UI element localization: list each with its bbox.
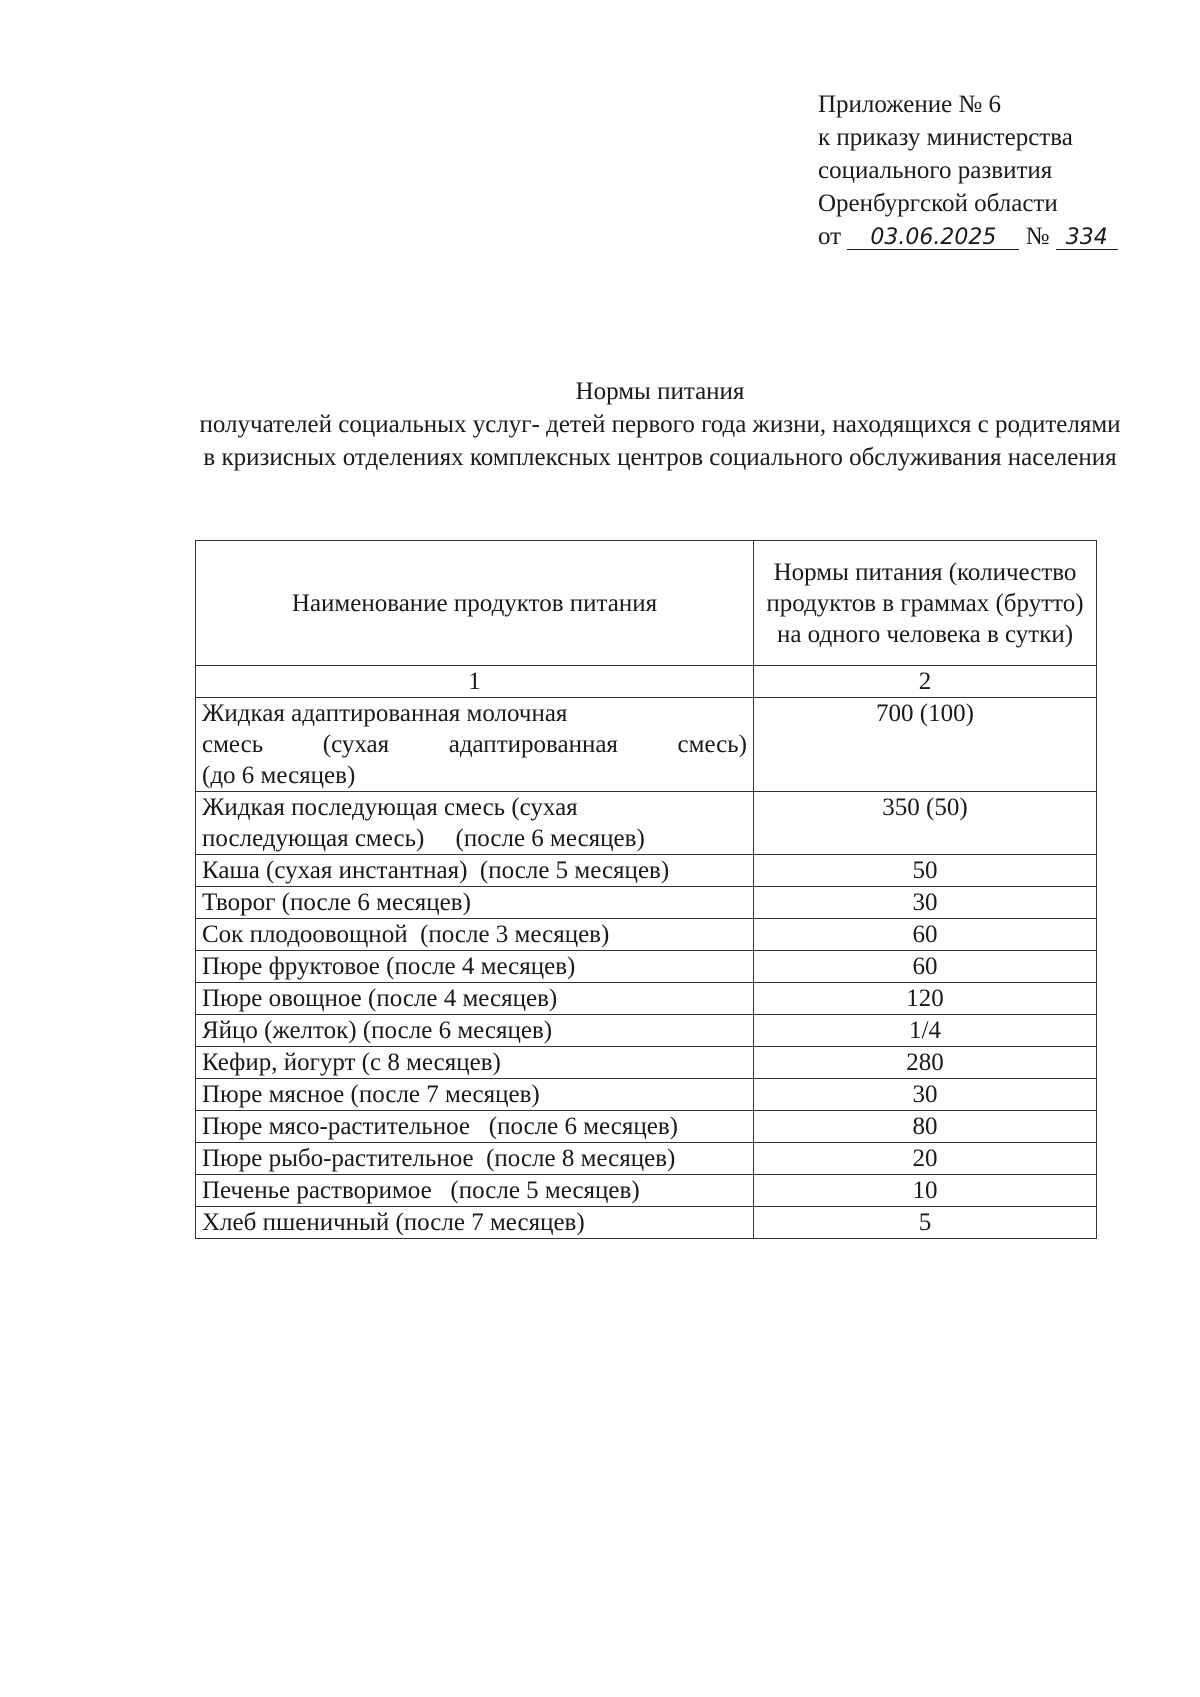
appendix-line-2: к приказу министерства [818, 124, 1073, 151]
product-name-line-text: смесь (сухая адаптированная смесь) [202, 731, 747, 758]
product-name: Хлеб пшеничный (после 7 месяцев) [196, 1207, 754, 1239]
table-row [196, 698, 1097, 792]
norm-value: 120 [754, 983, 1097, 1015]
product-name: Пюре фруктовое (после 4 месяцев) [196, 951, 754, 983]
column-number-row [196, 666, 1097, 698]
norm-value: 50 [754, 855, 1097, 887]
norm-value: 10 [754, 1175, 1097, 1207]
norm-value: 280 [754, 1047, 1097, 1079]
column-number-2: 2 [754, 666, 1097, 698]
table-row [196, 792, 1097, 855]
number-label: № [1025, 223, 1050, 250]
appendix-line-3: социального развития [818, 157, 1053, 184]
product-name-line: последующая смесь) (после 6 месяцев) [202, 825, 645, 852]
norm-value: 1/4 [754, 1015, 1097, 1047]
norm-value: 80 [754, 1111, 1097, 1143]
product-name-line: Жидкая последующая смесь (сухая [202, 794, 578, 821]
document-title: Нормы питания [575, 378, 745, 405]
product-name: Пюре овощное (после 4 месяцев) [196, 983, 754, 1015]
product-name: Печенье растворимое (после 5 месяцев) [196, 1175, 754, 1207]
table-row [196, 1207, 1097, 1239]
product-name: Сок плодоовощной (после 3 месяцев) [196, 919, 754, 951]
appendix-date-line [818, 220, 1118, 253]
product-name: Пюре мясное (после 7 месяцев) [196, 1079, 754, 1111]
norm-value: 350 (50) [754, 792, 1097, 855]
nutrition-norms-table [195, 540, 1097, 1239]
table-row [196, 887, 1097, 919]
table-row [196, 1079, 1097, 1111]
table-row [196, 1015, 1097, 1047]
appendix-line-4: Оренбургской области [818, 190, 1058, 217]
document-subtitle: получателей социальных услуг- детей первого года жизни, находящихся с родителями в кризисных отделениях комплексных центров социального обслуживания населения [199, 411, 1121, 471]
norm-value: 5 [754, 1207, 1097, 1239]
norm-value: 20 [754, 1143, 1097, 1175]
product-name-line [202, 729, 747, 760]
table-row [196, 951, 1097, 983]
appendix-line-1: Приложение № 6 [818, 91, 1002, 118]
table-row [196, 855, 1097, 887]
header-norm: Нормы питания (количество продуктов в граммах (брутто) на одного человека в сутки) [754, 541, 1097, 666]
table-row [196, 1047, 1097, 1079]
norm-value: 700 (100) [754, 698, 1097, 792]
product-name [196, 698, 754, 792]
norm-value: 30 [754, 887, 1097, 919]
table-header-row [196, 541, 1097, 666]
product-name [196, 792, 754, 855]
from-label: от [818, 223, 842, 250]
table-row [196, 919, 1097, 951]
product-name-line: Жидкая адаптированная молочная [202, 700, 568, 727]
column-number-1: 1 [196, 666, 754, 698]
table-row [196, 1175, 1097, 1207]
product-name: Каша (сухая инстантная) (после 5 месяцев) [196, 855, 754, 887]
norm-value: 30 [754, 1079, 1097, 1111]
product-name: Пюре рыбо-растительное (после 8 месяцев) [196, 1143, 754, 1175]
product-name: Творог (после 6 месяцев) [196, 887, 754, 919]
product-name: Яйцо (желток) (после 6 месяцев) [196, 1015, 754, 1047]
handwritten-number: 334 [1056, 227, 1118, 250]
appendix-header [818, 88, 1118, 253]
handwritten-date: 03.06.2025 [847, 227, 1019, 250]
document-title-block [195, 375, 1125, 474]
product-name: Пюре мясо-растительное (после 6 месяцев) [196, 1111, 754, 1143]
norm-value: 60 [754, 951, 1097, 983]
product-name: Кефир, йогурт (с 8 месяцев) [196, 1047, 754, 1079]
product-name-line: (до 6 месяцев) [202, 762, 356, 789]
table-row [196, 1143, 1097, 1175]
table-row [196, 983, 1097, 1015]
header-product-name: Наименование продуктов питания [196, 541, 754, 666]
table-row [196, 1111, 1097, 1143]
norm-value: 60 [754, 919, 1097, 951]
